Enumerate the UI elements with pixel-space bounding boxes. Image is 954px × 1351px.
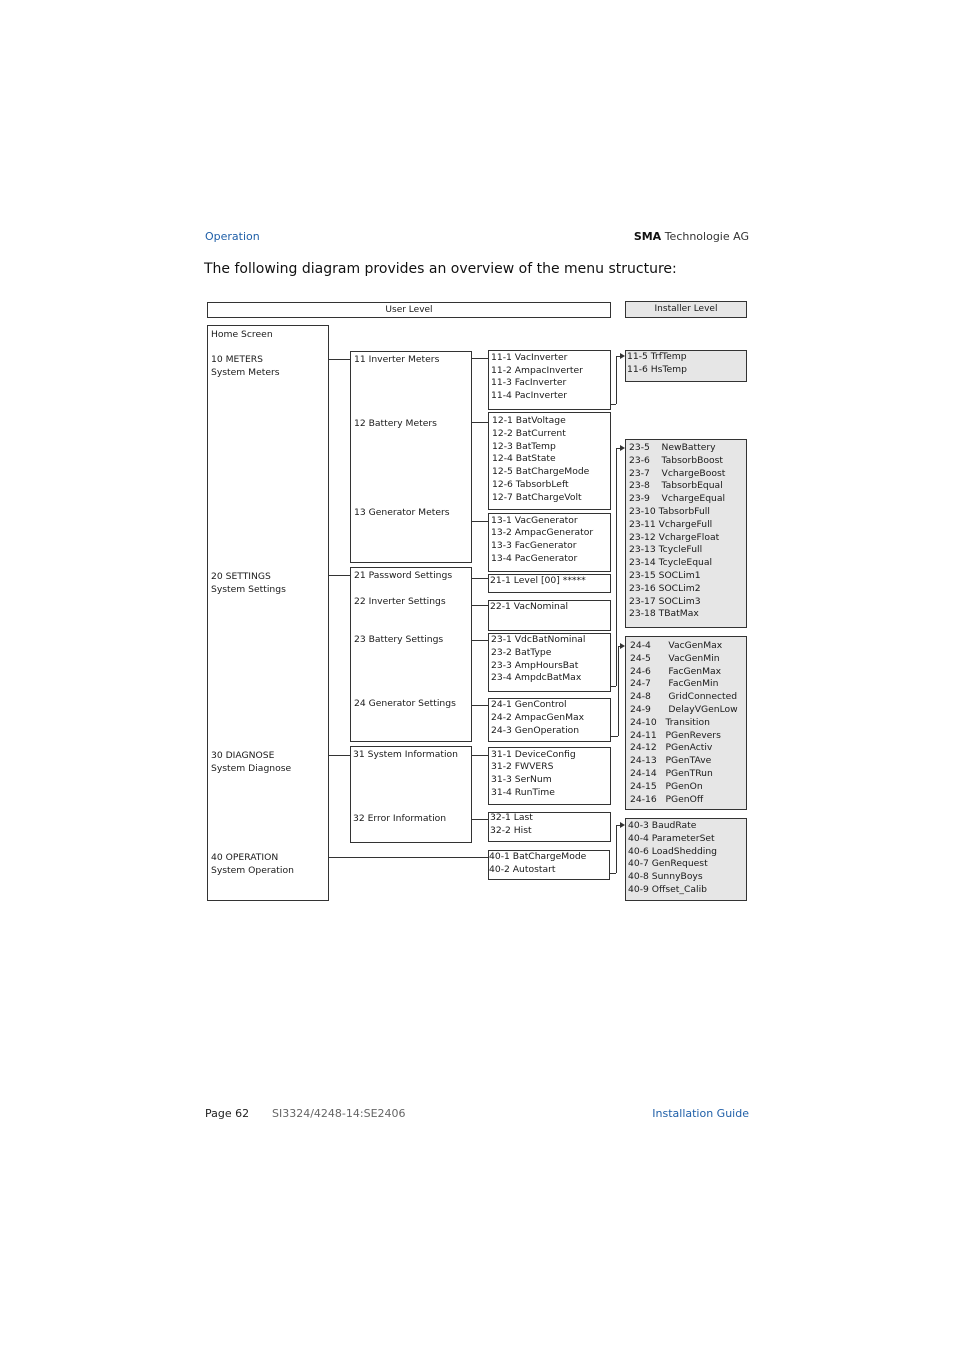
home-screen-label: Home Screen — [211, 329, 273, 340]
menu-10-subtitle: System Meters — [211, 367, 280, 378]
param-32-2: 32-2 Hist — [490, 825, 532, 836]
submenu-11-label: 11 Inverter Meters — [354, 354, 440, 365]
connector-10 — [329, 359, 350, 360]
param-40-1: 40-1 BatChargeMode — [489, 851, 587, 862]
connector-40-installer-b — [616, 825, 617, 873]
installer-24-14: 24-14 PGenTRun — [630, 767, 713, 779]
arrow-40-icon — [620, 822, 625, 828]
installer-24-11: 24-11 PGenRevers — [630, 729, 721, 741]
connector-21 — [472, 578, 488, 579]
connector-23 — [472, 640, 488, 641]
param-31-4: 31-4 RunTime — [491, 787, 555, 798]
param-23-3: 23-3 AmpHoursBat — [491, 660, 579, 671]
installer-40-9: 40-9 Offset_Calib — [628, 883, 707, 895]
installer-24-4: 24-4 VacGenMax — [630, 640, 723, 651]
param-12-7: 12-7 BatChargeVolt — [492, 492, 582, 503]
param-40-2: 40-2 Autostart — [489, 864, 556, 875]
param-11-4: 11-4 PacInverter — [491, 390, 568, 401]
main-menu-box — [207, 325, 329, 901]
param-23-1: 23-1 VdcBatNominal — [491, 634, 586, 645]
section-name: Operation — [205, 230, 260, 243]
connector-22 — [472, 605, 488, 606]
connector-20 — [329, 575, 350, 576]
installer-40-4: 40-4 ParameterSet — [628, 832, 715, 844]
installer-23-list — [629, 442, 725, 621]
param-31-2: 31-2 FWVERS — [491, 761, 554, 772]
installer-23-17: 23-17 SOCLim3 — [629, 595, 701, 607]
connector-11-installer-a — [611, 404, 616, 405]
installer-23-7: 23-7 VchargeBoost — [629, 467, 726, 479]
param-12-2: 12-2 BatCurrent — [492, 428, 566, 439]
submenu-10-box — [350, 351, 472, 563]
company-suffix: Technologie AG — [664, 230, 749, 243]
connector-11-installer-b — [616, 356, 617, 404]
submenu-23-label: 23 Battery Settings — [354, 634, 444, 645]
installer-40-7: 40-7 GenRequest — [628, 858, 708, 870]
guide-name: Installation Guide — [652, 1107, 749, 1120]
arrow-23-icon — [620, 445, 625, 451]
submenu-24-label: 24 Generator Settings — [354, 698, 456, 709]
installer-24-16: 24-16 PGenOff — [630, 793, 704, 805]
menu-40-title: 40 OPERATION — [211, 852, 279, 863]
param-13-2: 13-2 AmpacGenerator — [491, 527, 594, 538]
installer-24-7: 24-7 FacGenMin — [630, 678, 719, 690]
installer-40-3: 40-3 BaudRate — [628, 820, 697, 831]
arrow-11-icon — [620, 353, 625, 359]
installer-23-9: 23-9 VchargeEqual — [629, 493, 726, 505]
submenu-22-label: 22 Inverter Settings — [354, 596, 446, 607]
installer-23-6: 23-6 TabsorbBoost — [629, 454, 724, 466]
user-level-header: User Level — [207, 302, 611, 318]
installer-23-12: 23-12 VchargeFloat — [629, 531, 720, 543]
param-11-3: 11-3 FacInverter — [491, 377, 567, 388]
installer-23-5: 23-5 NewBattery — [629, 442, 716, 453]
installer-23-13: 23-13 TcycleFull — [629, 544, 703, 556]
installer-24-12: 24-12 PGenActiv — [630, 742, 713, 754]
connector-24-installer-a — [611, 736, 618, 737]
installer-24-5: 24-5 VacGenMin — [630, 652, 720, 664]
param-11-1: 11-1 VacInverter — [491, 352, 568, 363]
installer-40-8: 40-8 SunnyBoys — [628, 871, 703, 883]
installer-23-8: 23-8 TabsorbEqual — [629, 480, 723, 492]
installer-40-6: 40-6 LoadShedding — [628, 845, 717, 857]
installer-24-10: 24-10 Transition — [630, 716, 710, 728]
menu-30-subtitle: System Diagnose — [211, 763, 292, 774]
connector-23-installer-b — [616, 448, 617, 686]
menu-30-title: 30 DIAGNOSE — [211, 750, 275, 761]
submenu-31-label: 31 System Information — [353, 749, 458, 760]
param-24-1: 24-1 GenControl — [491, 699, 567, 710]
connector-11 — [472, 358, 488, 359]
connector-23-installer-a — [611, 686, 616, 687]
installer-24-9: 24-9 DelayVGenLow — [630, 703, 738, 715]
installer-11-6: 11-6 HsTemp — [627, 364, 687, 375]
param-13-1: 13-1 VacGenerator — [491, 515, 578, 526]
param-12-3: 12-3 BatTemp — [492, 441, 556, 452]
submenu-21-label: 21 Password Settings — [354, 570, 453, 581]
param-22-1: 22-1 VacNominal — [490, 601, 569, 612]
param-12-4: 12-4 BatState — [492, 453, 556, 464]
param-11-2: 11-2 AmpacInverter — [491, 365, 583, 376]
installer-40-list — [628, 820, 717, 897]
menu-10-title: 10 METERS — [211, 354, 263, 365]
param-32-1: 32-1 Last — [490, 812, 533, 823]
installer-23-16: 23-16 SOCLim2 — [629, 582, 701, 594]
installer-23-14: 23-14 TcycleEqual — [629, 557, 713, 569]
connector-24-installer-b — [618, 646, 619, 736]
connector-40 — [329, 857, 488, 858]
menu-20-title: 20 SETTINGS — [211, 571, 271, 582]
submenu-20-box — [350, 567, 472, 742]
param-23-4: 23-4 AmpdcBatMax — [491, 672, 582, 683]
param-24-3: 24-3 GenOperation — [491, 725, 580, 736]
param-31-3: 31-3 SerNum — [491, 774, 552, 785]
param-23-2: 23-2 BatType — [491, 647, 552, 658]
submenu-32-label: 32 Error Information — [353, 813, 447, 824]
param-13-4: 13-4 PacGenerator — [491, 553, 578, 564]
menu-40-subtitle: System Operation — [211, 865, 294, 876]
connector-32 — [472, 819, 488, 820]
installer-24-15: 24-15 PGenOn — [630, 780, 703, 792]
connector-13 — [472, 521, 488, 522]
submenu-13-label: 13 Generator Meters — [354, 507, 450, 518]
installer-11-5: 11-5 TrfTemp — [627, 351, 687, 362]
installer-24-6: 24-6 FacGenMax — [630, 665, 722, 677]
param-31-1: 31-1 DeviceConfig — [491, 749, 576, 760]
company-name — [634, 230, 749, 243]
installer-24-13: 24-13 PGenTAve — [630, 755, 712, 767]
installer-23-10: 23-10 TabsorbFull — [629, 505, 710, 517]
connector-30 — [329, 755, 350, 756]
param-12-6: 12-6 TabsorbLeft — [492, 479, 569, 490]
connector-24 — [472, 705, 488, 706]
installer-23-11: 23-11 VchargeFull — [629, 518, 713, 530]
submenu-12-label: 12 Battery Meters — [354, 418, 437, 429]
page-number: Page 62 — [205, 1107, 250, 1120]
arrow-24-icon — [620, 643, 625, 649]
param-13-3: 13-3 FacGenerator — [491, 540, 577, 551]
installer-24-8: 24-8 GridConnected — [630, 691, 738, 703]
installer-23-15: 23-15 SOCLim1 — [629, 569, 701, 581]
param-12-5: 12-5 BatChargeMode — [492, 466, 590, 477]
installer-23-18: 23-18 TBatMax — [629, 608, 699, 620]
brand-name: SMA — [633, 230, 662, 243]
connector-12 — [472, 422, 488, 423]
installer-level-header: Installer Level — [625, 301, 747, 318]
param-24-2: 24-2 AmpacGenMax — [491, 712, 585, 723]
param-21-1: 21-1 Level [00] ***** — [490, 575, 586, 586]
menu-20-subtitle: System Settings — [211, 584, 286, 595]
installer-24-list — [630, 640, 738, 806]
connector-31 — [472, 755, 488, 756]
connector-40-installer-a — [610, 873, 616, 874]
param-12-1: 12-1 BatVoltage — [492, 415, 566, 426]
document-code: SI3324/4248-14:SE2406 — [272, 1107, 406, 1120]
page-title: The following diagram provides an overview of the menu structure: — [204, 261, 677, 277]
